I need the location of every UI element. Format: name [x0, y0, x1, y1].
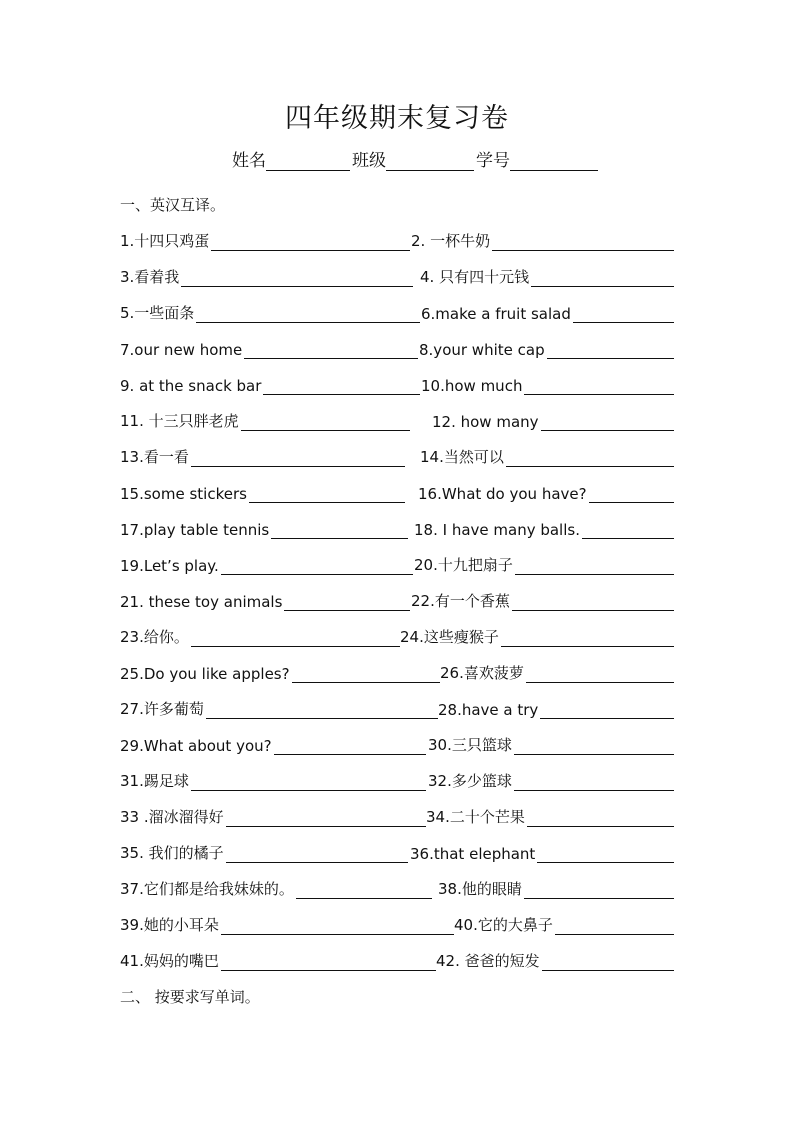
- exercise-prompt: 26.喜欢菠萝: [440, 664, 524, 682]
- exercise-prompt: 11. 十三只胖老虎: [120, 412, 239, 430]
- answer-blank[interactable]: [526, 665, 674, 683]
- exercise-row: [120, 733, 674, 757]
- answer-blank[interactable]: [514, 737, 674, 755]
- exercise-item-left: [120, 733, 426, 755]
- exercise-item-right: [414, 517, 674, 539]
- exercise-item-right: [436, 949, 674, 971]
- answer-blank[interactable]: [191, 449, 405, 467]
- exercise-item-left: [120, 877, 432, 899]
- exercise-prompt: 32.多少篮球: [428, 772, 512, 790]
- exercise-item-right: [420, 265, 674, 287]
- exercise-prompt: 14.当然可以: [420, 448, 504, 466]
- answer-blank[interactable]: [524, 377, 674, 395]
- answer-blank[interactable]: [221, 557, 413, 575]
- exercise-row: [120, 913, 674, 937]
- answer-blank[interactable]: [181, 269, 413, 287]
- answer-blank[interactable]: [196, 305, 420, 323]
- exercise-item-left: [120, 517, 408, 539]
- exercise-prompt: 10.how much: [421, 377, 523, 395]
- answer-blank[interactable]: [226, 809, 426, 827]
- exercise-prompt: 29.What about you?: [120, 737, 272, 755]
- exercise-item-right: [400, 625, 674, 647]
- exercise-item-left: [120, 481, 405, 503]
- number-label: 学号: [476, 151, 510, 171]
- answer-blank[interactable]: [527, 809, 674, 827]
- exercise-prompt: 6.make a fruit salad: [421, 305, 571, 323]
- answer-blank[interactable]: [514, 773, 674, 791]
- answer-blank[interactable]: [492, 233, 674, 251]
- exercise-prompt: 9. at the snack bar: [120, 377, 262, 395]
- exercise-row: [120, 229, 674, 253]
- exercise-row: [120, 517, 674, 541]
- exercise-prompt: 20.十九把扇子: [414, 556, 513, 574]
- answer-blank[interactable]: [244, 341, 418, 359]
- exercise-item-right: [414, 553, 674, 575]
- answer-blank[interactable]: [271, 521, 408, 539]
- exercise-prompt: 16.What do you have?: [418, 485, 587, 503]
- answer-blank[interactable]: [506, 449, 674, 467]
- answer-blank[interactable]: [226, 845, 408, 863]
- answer-blank[interactable]: [555, 917, 674, 935]
- exercise-item-left: [120, 445, 405, 467]
- exercise-item-right: [421, 301, 674, 323]
- exercise-prompt: 42. 爸爸的短发: [436, 952, 540, 970]
- answer-blank[interactable]: [191, 773, 426, 791]
- exercise-item-right: [419, 337, 674, 359]
- answer-blank[interactable]: [541, 413, 674, 431]
- exercise-prompt: 38.他的眼睛: [438, 880, 522, 898]
- exercise-prompt: 22.有一个香蕉: [411, 592, 510, 610]
- exercise-item-left: [120, 409, 410, 431]
- exercise-prompt: 34.二十个芒果: [426, 808, 525, 826]
- exercise-prompt: 7.our new home: [120, 341, 243, 359]
- exercise-prompt: 8.your white cap: [419, 341, 545, 359]
- answer-blank[interactable]: [547, 341, 674, 359]
- exercise-prompt: 5.一些面条: [120, 304, 195, 322]
- answer-blank[interactable]: [540, 701, 674, 719]
- answer-blank[interactable]: [221, 953, 436, 971]
- exercise-prompt: 36.that elephant: [410, 845, 536, 863]
- number-blank[interactable]: [510, 152, 598, 171]
- class-label: 班级: [352, 151, 386, 171]
- exercise-item-right: [428, 733, 674, 755]
- exercise-prompt: 17.play table tennis: [120, 521, 270, 539]
- exercise-item-right: [438, 697, 674, 719]
- exercise-prompt: 35. 我们的橘子: [120, 844, 224, 862]
- answer-blank[interactable]: [221, 917, 454, 935]
- exercise-row: [120, 589, 674, 613]
- exercise-prompt: 31.踢足球: [120, 772, 189, 790]
- exercise-prompt: 25.Do you like apples?: [120, 665, 290, 683]
- page-title: 四年级期末复习卷: [285, 103, 509, 134]
- exercise-prompt: 19.Let’s play.: [120, 557, 219, 575]
- exercise-item-left: [120, 373, 420, 395]
- answer-blank[interactable]: [274, 737, 426, 755]
- exercise-item-right: [454, 913, 674, 935]
- exercise-item-right: [438, 877, 674, 899]
- class-blank[interactable]: [386, 152, 474, 171]
- answer-blank[interactable]: [284, 593, 410, 611]
- answer-blank[interactable]: [206, 701, 438, 719]
- exercise-item-right: [418, 481, 674, 503]
- exercise-prompt: 1.十四只鸡蛋: [120, 232, 210, 250]
- answer-blank[interactable]: [292, 665, 440, 683]
- exercise-row: [120, 481, 674, 505]
- exercise-item-right: [421, 373, 674, 395]
- exercise-item-right: [411, 229, 674, 251]
- answer-blank[interactable]: [589, 485, 674, 503]
- exercise-row: [120, 337, 674, 361]
- exercise-item-left: [120, 265, 413, 287]
- exercise-row: [120, 697, 674, 721]
- section-heading-1: 一、英汉互译。: [120, 196, 226, 214]
- exercise-item-left: [120, 949, 436, 971]
- exercise-row: [120, 769, 674, 793]
- exercise-row: [120, 553, 674, 577]
- exercise-item-left: [120, 229, 410, 251]
- exercise-item-left: [120, 769, 426, 791]
- answer-blank[interactable]: [537, 845, 674, 863]
- exercise-prompt: 15.some stickers: [120, 485, 247, 503]
- exercise-item-right: [411, 589, 674, 611]
- exercise-prompt: 18. I have many balls.: [414, 521, 580, 539]
- exercise-prompt: 21. these toy animals: [120, 593, 283, 611]
- answer-blank[interactable]: [501, 629, 674, 647]
- exercise-row: [120, 265, 674, 289]
- exercise-item-left: [120, 589, 410, 611]
- answer-blank[interactable]: [542, 953, 674, 971]
- student-info: [232, 146, 600, 171]
- section-heading-2: 二、 按要求写单词。: [120, 988, 260, 1006]
- exercise-item-left: [120, 301, 420, 323]
- answer-blank[interactable]: [515, 557, 674, 575]
- exercise-item-left: [120, 913, 454, 935]
- exercise-item-right: [440, 661, 674, 683]
- answer-blank[interactable]: [211, 233, 410, 251]
- answer-blank[interactable]: [191, 629, 400, 647]
- exercise-item-left: [120, 337, 418, 359]
- exercise-item-right: [428, 769, 674, 791]
- exercise-item-left: [120, 661, 440, 683]
- exercise-row: [120, 373, 674, 397]
- answer-blank[interactable]: [512, 593, 674, 611]
- exercise-item-right: [410, 841, 674, 863]
- answer-blank[interactable]: [296, 881, 432, 899]
- exercise-item-right: [426, 805, 674, 827]
- exercise-item-left: [120, 697, 438, 719]
- answer-blank[interactable]: [263, 377, 420, 395]
- exercise-item-left: [120, 841, 408, 863]
- exercise-prompt: 30.三只篮球: [428, 736, 512, 754]
- exercise-row: [120, 301, 674, 325]
- exercise-prompt: 12. how many: [432, 413, 539, 431]
- exercise-row: [120, 949, 674, 973]
- exercise-item-left: [120, 553, 413, 575]
- exercise-prompt: 39.她的小耳朵: [120, 916, 219, 934]
- exercise-row: [120, 445, 674, 469]
- exercise-row: [120, 805, 674, 829]
- exercise-prompt: 13.看一看: [120, 448, 189, 466]
- exercise-prompt: 37.它们都是给我妹妹的。: [120, 880, 294, 898]
- answer-blank[interactable]: [531, 269, 674, 287]
- exercise-prompt: 2. 一杯牛奶: [411, 232, 491, 250]
- exercise-prompt: 24.这些瘦猴子: [400, 628, 499, 646]
- exercise-row: [120, 625, 674, 649]
- exercise-row: [120, 661, 674, 685]
- name-label: 姓名: [232, 151, 266, 171]
- exercise-row: [120, 877, 674, 901]
- exercise-prompt: 33 .溜冰溜得好: [120, 808, 224, 826]
- exercise-item-left: [120, 625, 400, 647]
- answer-blank[interactable]: [241, 413, 410, 431]
- exercise-prompt: 23.给你。: [120, 628, 189, 646]
- answer-blank[interactable]: [582, 521, 674, 539]
- answer-blank[interactable]: [249, 485, 405, 503]
- name-blank[interactable]: [266, 152, 350, 171]
- exercise-prompt: 4. 只有四十元钱: [420, 268, 530, 286]
- exercise-row: [120, 409, 674, 433]
- answer-blank[interactable]: [573, 305, 674, 323]
- exercise-item-right: [420, 445, 674, 467]
- exercise-prompt: 28.have a try: [438, 701, 539, 719]
- exercise-item-left: [120, 805, 426, 827]
- exercise-prompt: 40.它的大鼻子: [454, 916, 553, 934]
- exercise-prompt: 41.妈妈的嘴巴: [120, 952, 219, 970]
- exercise-prompt: 27.许多葡萄: [120, 700, 204, 718]
- exercise-item-right: [432, 409, 674, 431]
- exercise-prompt: 3.看着我: [120, 268, 180, 286]
- exercise-row: [120, 841, 674, 865]
- answer-blank[interactable]: [524, 881, 674, 899]
